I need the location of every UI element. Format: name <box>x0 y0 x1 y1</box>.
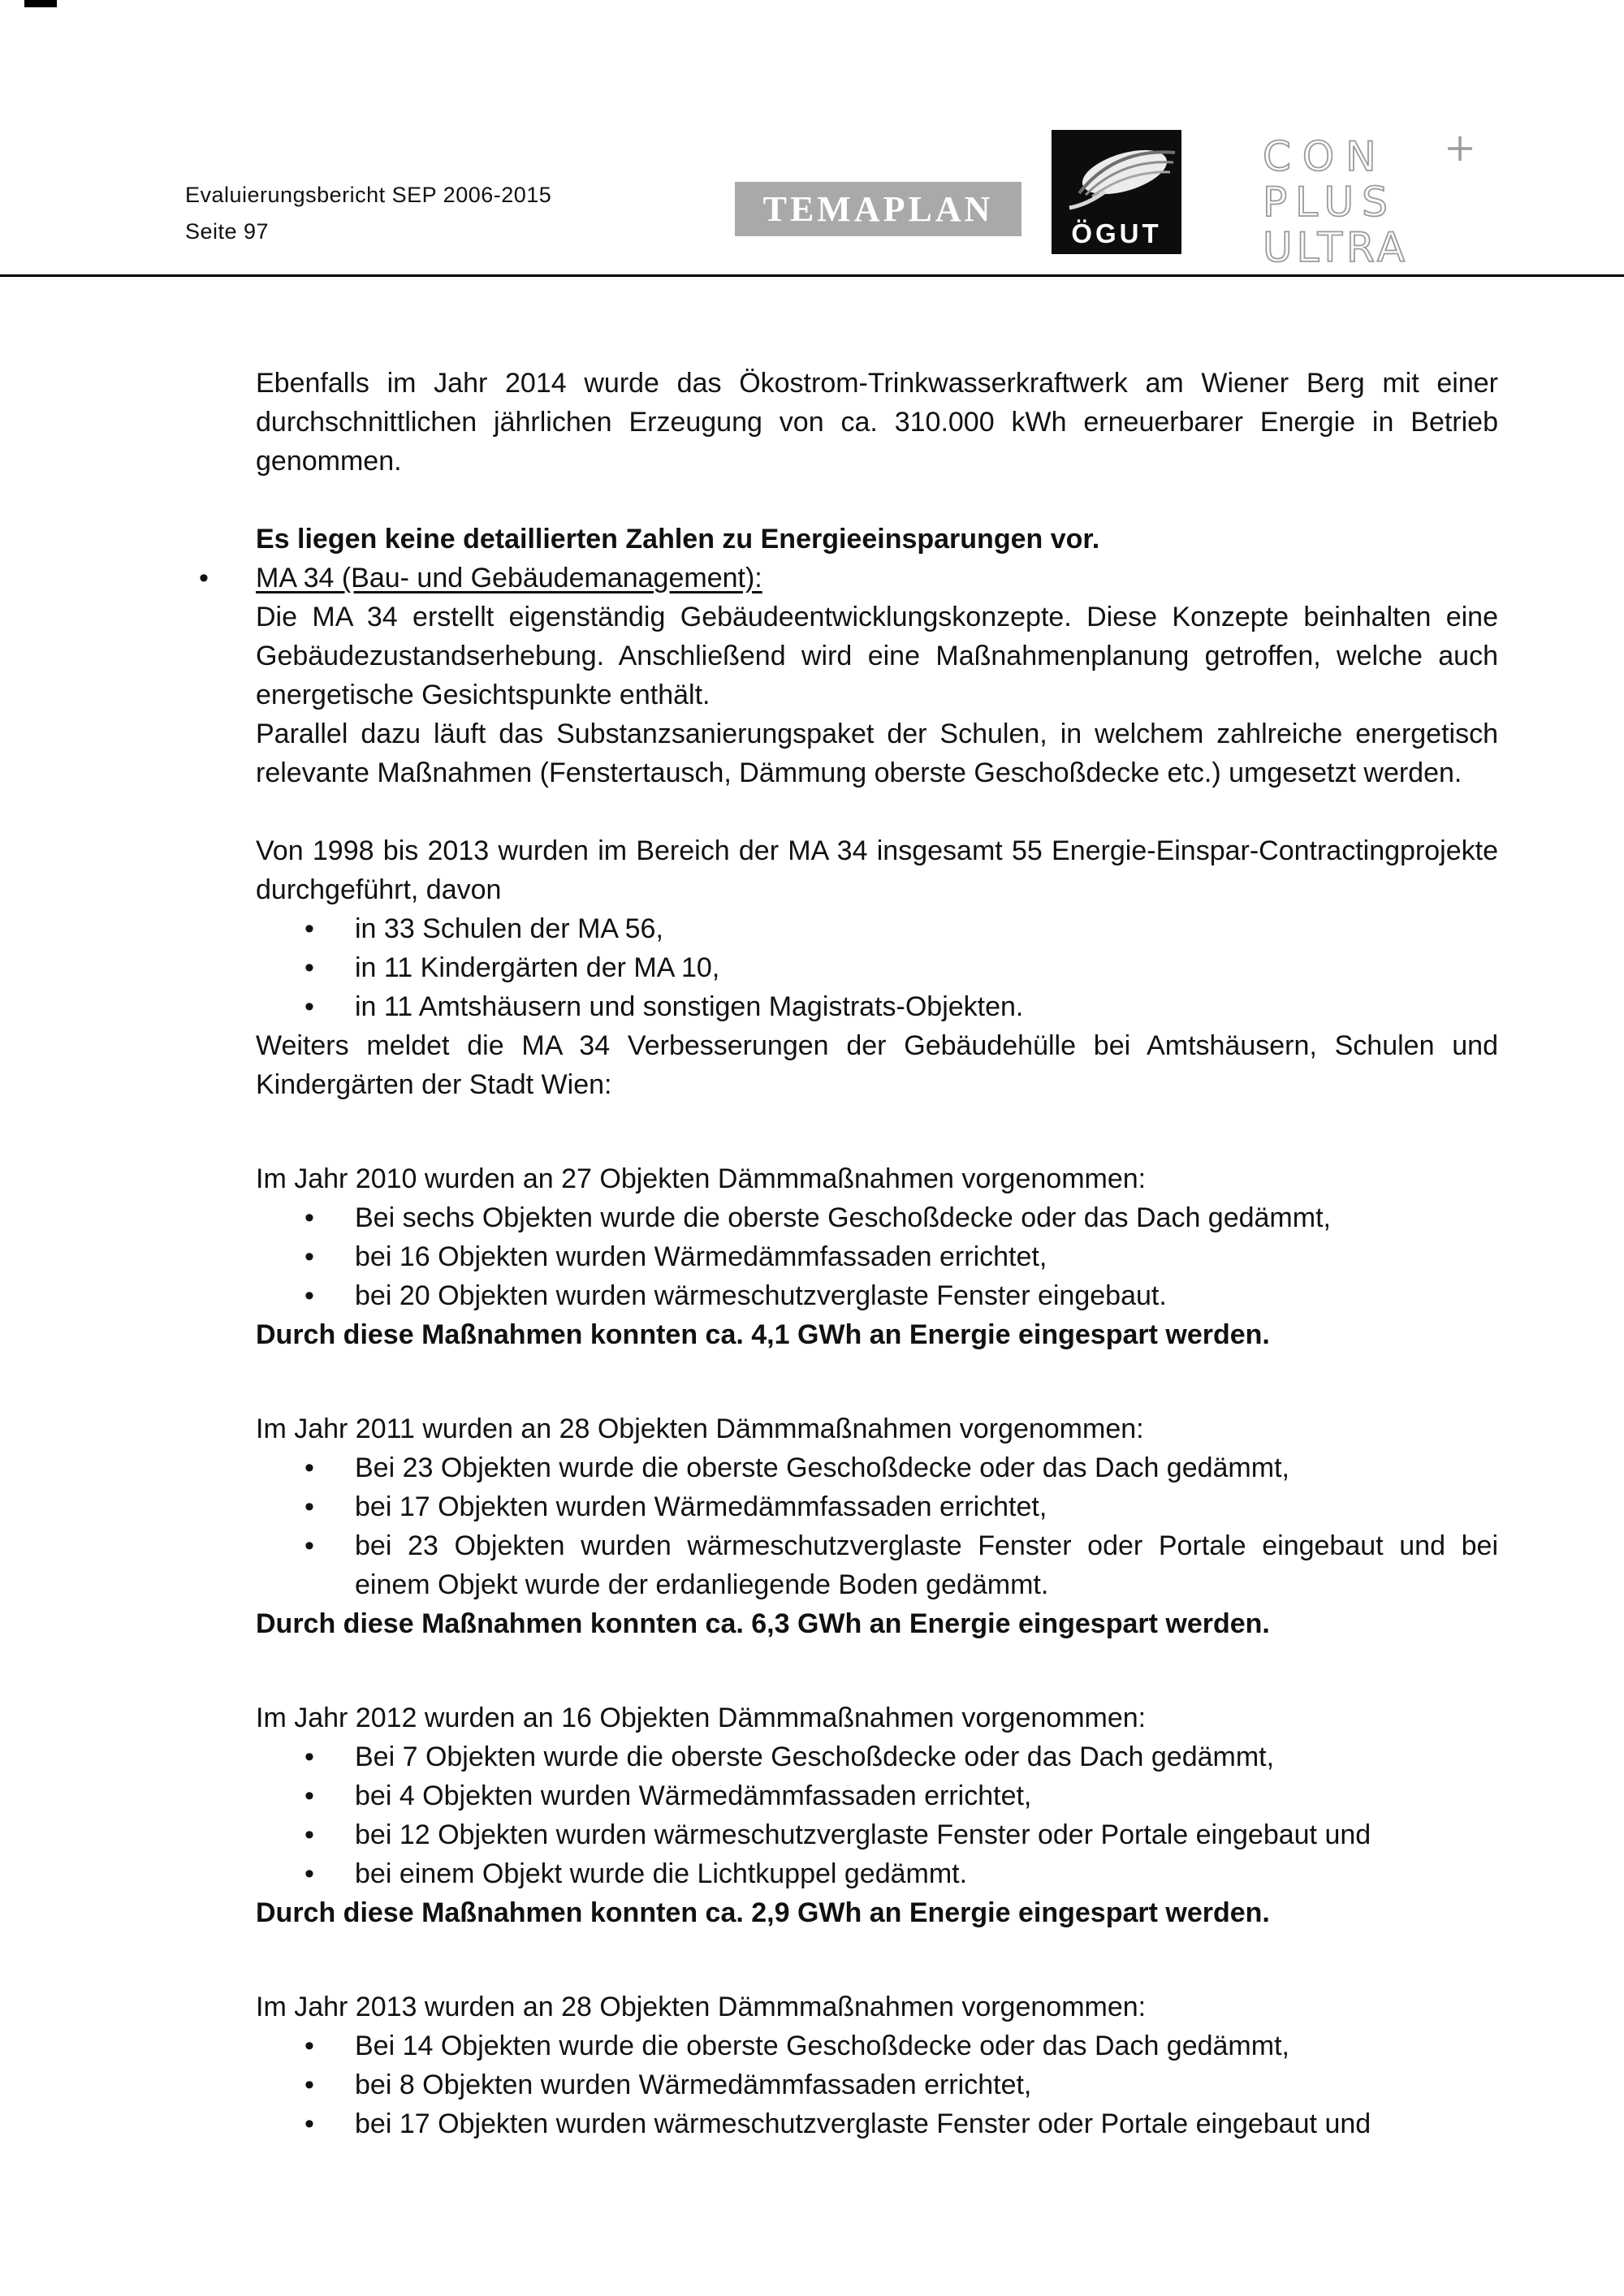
list-item-text: bei 8 Objekten wurden Wärmedämmfassaden errichtet, <box>355 2069 1032 2100</box>
doc-meta <box>185 177 551 250</box>
list-item <box>256 948 1498 987</box>
page-header <box>0 0 1624 277</box>
list-item <box>256 1487 1498 1526</box>
bullet-icon <box>199 559 209 598</box>
document-body <box>0 279 1624 2296</box>
bullet-icon <box>304 909 314 948</box>
list-item <box>256 1198 1498 1237</box>
list-item-text: bei 17 Objekten wurden wärmeschutzverglaste Fenster oder Portale eingebaut und <box>355 2108 1371 2139</box>
page-number: Seite 97 <box>185 219 270 244</box>
list-item <box>256 2104 1498 2143</box>
bullet-icon <box>304 1737 314 1776</box>
list-item <box>256 2065 1498 2104</box>
list-item <box>256 909 1498 948</box>
oegut-logo-text: ÖGUT <box>1071 218 1162 248</box>
year-result: Durch diese Maßnahmen konnten ca. 6,3 GWh an Energie eingespart werden. <box>256 1608 1270 1639</box>
bullet-icon <box>304 1487 314 1526</box>
list-item-text: bei 20 Objekten wurden wärmeschutzverglaste Fenster eingebaut. <box>355 1280 1167 1311</box>
temaplan-logo <box>735 182 1021 236</box>
no-figures-statement: Es liegen keine detaillierten Zahlen zu Energieeinsparungen vor. <box>256 524 1100 555</box>
oegut-logo <box>1052 130 1181 258</box>
bullet-icon <box>304 1276 314 1315</box>
bullet-icon <box>304 1815 314 1854</box>
list-item <box>256 1737 1498 1776</box>
plus-icon <box>1448 136 1472 161</box>
cpu-line3-text: ULTRA <box>1263 224 1410 268</box>
contracting-outro: Weiters meldet die MA 34 Verbesserungen der Gebäudehülle bei Amtshäusern, Schulen und Kindergärten der Stadt Wien: <box>256 1030 1498 1100</box>
year-section-2010 <box>256 1159 1498 1354</box>
bullet-icon <box>304 1237 314 1276</box>
temaplan-logo-text: TEMAPLAN <box>762 189 994 229</box>
bullet-icon <box>304 1198 314 1237</box>
year-section-2013 <box>256 1987 1498 2143</box>
year-result: Durch diese Maßnahmen konnten ca. 2,9 GWh an Energie eingespart werden. <box>256 1897 1270 1928</box>
list-item <box>256 1276 1498 1315</box>
list-item-text: in 11 Amtshäusern und sonstigen Magistrats-Objekten. <box>355 991 1024 1022</box>
ma34-paragraph-1: Die MA 34 erstellt eigenständig Gebäudeentwicklungskonzepte. Diese Konzepte beinhalten eine Gebäudezustandserhebung. Anschließend wird eine Maßnahmenplanung getroffen, welche auch energetische Gesichtspunkte enthält. <box>256 602 1498 710</box>
year-section-2011 <box>256 1409 1498 1643</box>
oegut-logo-graphic <box>1052 130 1181 254</box>
list-item-ma34 <box>256 559 1498 598</box>
list-item <box>256 1237 1498 1276</box>
list-item <box>256 1776 1498 1815</box>
list-item-text: bei einem Objekt wurde die Lichtkuppel gedämmt. <box>355 1858 968 1889</box>
contracting-intro: Von 1998 bis 2013 wurden im Bereich der MA 34 insgesamt 55 Energie-Einspar-Contractingprojekte durchgeführt, davon <box>256 835 1498 905</box>
list-item <box>256 1448 1498 1487</box>
year-result: Durch diese Maßnahmen konnten ca. 4,1 GWh an Energie eingespart werden. <box>256 1319 1270 1350</box>
list-item-text: bei 4 Objekten wurden Wärmedämmfassaden errichtet, <box>355 1780 1032 1811</box>
list-item <box>256 2026 1498 2065</box>
list-item-text: Bei 23 Objekten wurde die oberste Geschoßdecke oder das Dach gedämmt, <box>355 1452 1289 1483</box>
cpu-line2-text: PLUS <box>1263 179 1396 226</box>
year-section-2012 <box>256 1698 1498 1932</box>
conplusultra-logo <box>1258 132 1485 272</box>
list-item <box>256 1854 1498 1893</box>
conplusultra-logo-graphic <box>1258 132 1485 268</box>
list-item-text: bei 17 Objekten wurden Wärmedämmfassaden errichtet, <box>355 1491 1047 1522</box>
list-item-text: in 11 Kindergärten der MA 10, <box>355 952 720 983</box>
cpu-line1-text: CON <box>1263 133 1388 180</box>
year-intro: Im Jahr 2010 wurden an 27 Objekten Dämmmaßnahmen vorgenommen: <box>256 1163 1147 1194</box>
list-item-text: Bei sechs Objekten wurde die oberste Geschoßdecke oder das Dach gedämmt, <box>355 1202 1331 1233</box>
bullet-icon <box>304 1448 314 1487</box>
list-item-text: Bei 14 Objekten wurde die oberste Geschoßdecke oder das Dach gedämmt, <box>355 2031 1289 2061</box>
ma34-paragraph-2: Parallel dazu läuft das Substanzsanierungspaket der Schulen, in welchem zahlreiche energetisch relevante Maßnahmen (Fenstertausch, Dämmung oberste Geschoßdecke etc.) umgesetzt werden. <box>256 719 1498 788</box>
list-item-text: in 33 Schulen der MA 56, <box>355 913 663 944</box>
bullet-icon <box>304 2065 314 2104</box>
bullet-icon <box>304 2104 314 2143</box>
list-item-text: Bei 7 Objekten wurde die oberste Geschoßdecke oder das Dach gedämmt, <box>355 1741 1275 1772</box>
bullet-icon <box>304 1776 314 1815</box>
doc-title: Evaluierungsbericht SEP 2006-2015 <box>185 183 552 207</box>
list-item <box>256 1526 1498 1604</box>
bullet-icon <box>304 2026 314 2065</box>
list-item-text: bei 23 Objekten wurden wärmeschutzverglaste Fenster oder Portale eingebaut und bei einem Objekt wurde der erdanliegende Boden gedämmt. <box>355 1530 1498 1600</box>
bullet-icon <box>304 1526 314 1565</box>
year-intro: Im Jahr 2012 wurden an 16 Objekten Dämmmaßnahmen vorgenommen: <box>256 1703 1147 1733</box>
year-intro: Im Jahr 2011 wurden an 28 Objekten Dämmmaßnahmen vorgenommen: <box>256 1413 1144 1444</box>
bullet-icon <box>304 948 314 987</box>
list-item-text: bei 12 Objekten wurden wärmeschutzverglaste Fenster oder Portale eingebaut und <box>355 1819 1371 1850</box>
list-item-text: bei 16 Objekten wurden Wärmedämmfassaden errichtet, <box>355 1241 1047 1272</box>
bullet-icon <box>304 1854 314 1893</box>
ma34-heading: MA 34 (Bau- und Gebäudemanagement): <box>256 563 762 593</box>
bullet-icon <box>304 987 314 1026</box>
list-item <box>256 987 1498 1026</box>
list-item <box>256 1815 1498 1854</box>
paragraph-intro-2014: Ebenfalls im Jahr 2014 wurde das Ökostrom-Trinkwasserkraftwerk am Wiener Berg mit einer durchschnittlichen jährlichen Erzeugung von ca. 310.000 kWh erneuerbarer Energie in Betrieb genommen. <box>256 368 1498 477</box>
year-intro: Im Jahr 2013 wurden an 28 Objekten Dämmmaßnahmen vorgenommen: <box>256 1992 1147 2022</box>
